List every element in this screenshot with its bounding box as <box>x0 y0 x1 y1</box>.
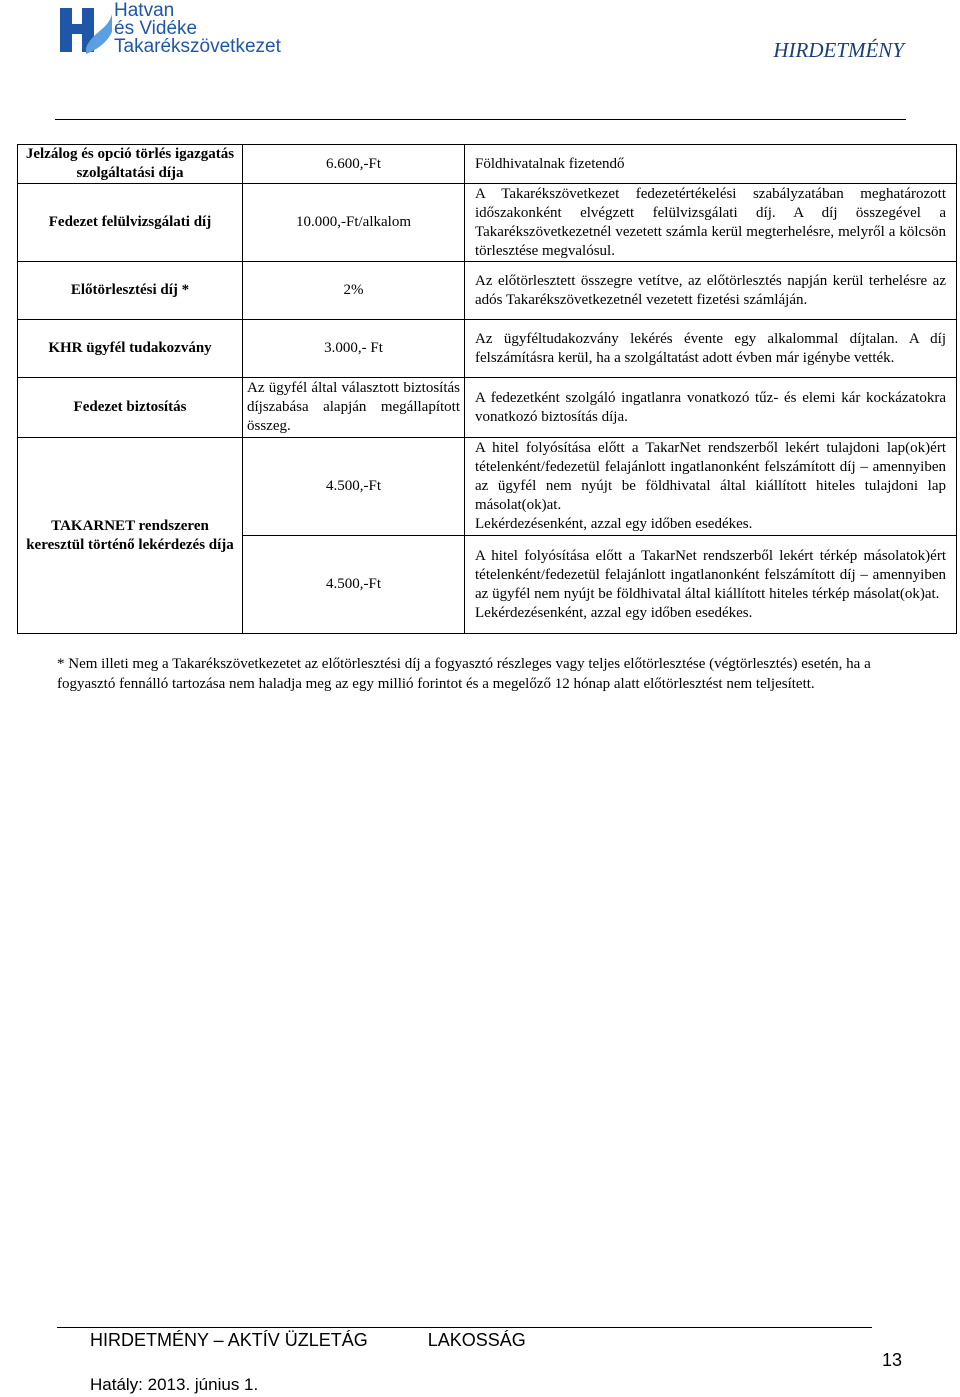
fee-amount: 10.000,-Ft/alkalom <box>243 184 465 262</box>
fee-amount: 4.500,-Ft <box>243 536 465 634</box>
fee-description <box>465 438 957 536</box>
table-row <box>18 320 957 378</box>
table-row <box>18 262 957 320</box>
logo-line-2: és Vidéke <box>114 18 198 39</box>
table-row <box>18 145 957 184</box>
fee-amount: 6.600,-Ft <box>243 145 465 184</box>
fee-name: TAKARNET rendszeren keresztül történő lekérdezés díja <box>18 438 243 634</box>
fee-description: A fedezetként szolgáló ingatlanra vonatkozó tűz- és elemi kár kockázatokra vonatkozó biztosítás díja. <box>465 378 957 438</box>
footer-divider <box>57 1327 872 1328</box>
table-row <box>18 184 957 262</box>
fee-description: Az ügyféltudakozvány lekérés évente egy alkalommal díjtalan. A díj felszámításra kerül, ha a szolgáltatást adott évben már igénybe vették. <box>465 320 957 378</box>
fee-amount: Az ügyfél által választott biztosítás díjszabása alapján megállapított összeg. <box>243 378 465 438</box>
fee-description-text: A hitel folyósítása előtt a TakarNet rendszerből lekért térkép másolatok)ért tételenként/fedezetül felajánlott ingatlanonként felszámított díj – amennyiben az ügyfél nem nyújt be földhivatal által kiállított hiteles térkép másolat(ok)at. <box>475 547 946 602</box>
logo-mark-icon <box>56 2 112 58</box>
fee-description <box>465 536 957 634</box>
logo-line-1: Hatvan <box>114 0 175 21</box>
page-number: 13 <box>881 1350 902 1370</box>
fee-name: Jelzálog és opció törlés igazgatás szolgáltatási díja <box>18 145 243 184</box>
fee-name: Fedezet biztosítás <box>18 378 243 438</box>
fee-description-text: A hitel folyósítása előtt a TakarNet rendszerből lekért tulajdoni lap(ok)ért tételenként/fedezetül felajánlott ingatlanonként felszámított díj – amennyiben az ügyfél nem nyújt be földhivatal által kiállított hiteles tulajdoni lap másolat(ok)at. <box>475 440 946 513</box>
table-row <box>18 438 957 536</box>
fee-description-due: Lekérdezésenként, azzal egy időben esedékes. <box>475 604 753 621</box>
footer-segment: LAKOSSÁG <box>427 1330 526 1350</box>
footnote: * Nem illeti meg a Takarékszövetkezetet az előtörlesztési díj a fogyasztó részleges vagy teljes előtörlesztése (végtörlesztés) esetén, ha a fogyasztó fennálló tartozása nem haladja meg az egy millió forintot és a megelőző 12 hónap alatt előtörlesztést nem teljesített. <box>57 656 871 692</box>
footer-doc-type: HIRDETMÉNY – AKTÍV ÜZLETÁG <box>90 1330 368 1350</box>
fee-description-due: Lekérdezésenként, azzal egy időben esedékes. <box>475 516 753 532</box>
header-divider <box>55 119 906 120</box>
logo-line-3: Takarékszövetkezet <box>114 36 281 57</box>
fee-name: Előtörlesztési díj * <box>18 262 243 320</box>
fee-amount: 4.500,-Ft <box>243 438 465 536</box>
document-title: HIRDETMÉNY <box>773 38 904 62</box>
fee-description: Az előtörlesztett összegre vetítve, az előtörlesztés napján kerül terhelésre az adós Takarékszövetkezetnél vezetett fizetési számláján. <box>465 262 957 320</box>
fee-description: A Takarékszövetkezet fedezetértékelési szabályzatában meghatározott időszakonként elvégzett felülvizsgálati díj. A díj összegével a Takarékszövetkezetnél vezetett számla kerül megterhelésre, melyről a kölcsön törlesztése megvalósul. <box>465 184 957 262</box>
fee-name: Fedezet felülvizsgálati díj <box>18 184 243 262</box>
fee-amount: 3.000,- Ft <box>243 320 465 378</box>
footer-effective-date: Hatály: 2013. június 1. <box>90 1375 259 1394</box>
footer-label <box>90 1330 526 1351</box>
fee-description: Földhivatalnak fizetendő <box>465 145 957 184</box>
table-row <box>18 378 957 438</box>
fee-amount: 2% <box>243 262 465 320</box>
company-logo <box>56 2 306 58</box>
fee-name: KHR ügyfél tudakozvány <box>18 320 243 378</box>
fee-table <box>17 144 957 634</box>
